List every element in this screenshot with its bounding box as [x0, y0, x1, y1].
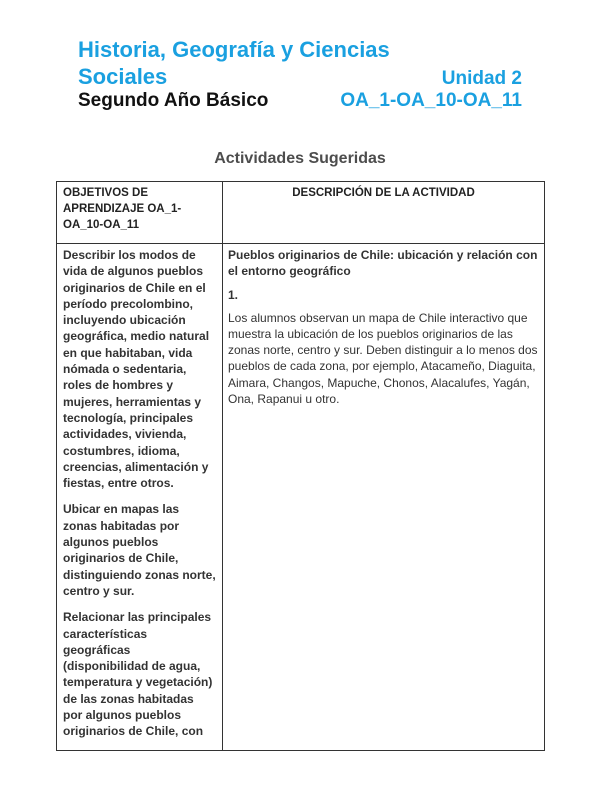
table-row — [57, 244, 545, 751]
objectives-header: OBJETIVOS DE APRENDIZAJE OA_1-OA_10-OA_11 — [57, 182, 223, 244]
subject-title-line1: Historia, Geografía y Ciencias — [78, 37, 390, 62]
activity-description — [223, 244, 544, 407]
objective-codes: OA_1-OA_10-OA_11 — [340, 90, 522, 111]
grade-row — [78, 90, 528, 114]
activity-text: Los alumnos observan un mapa de Chile interactivo que muestra la ubicación de los pueblos originarios de las zonas norte, centro y sur. Deben distinguir a lo menos dos pueblos de cada zona, por ejemplo, Atacameño, Diaguita, Aimara, Changos, Mapuche, Chonos, Alacalufes, Yagán, Ona, Rapanui u otro. — [228, 310, 538, 407]
objectives-list — [57, 247, 222, 740]
subject-title-line2: Sociales — [78, 64, 168, 89]
objective-item: Ubicar en mapas las zonas habitadas por algunos pueblos originarios de Chile, distinguiendo zonas norte, centro y sur. — [63, 502, 216, 598]
description-header: DESCRIPCIÓN DE LA ACTIVIDAD — [223, 182, 545, 244]
document-header — [78, 36, 528, 114]
section-title: Actividades Sugeridas — [214, 150, 386, 167]
grade-label: Segundo Año Básico — [78, 90, 269, 111]
unit-label: Unidad 2 — [441, 68, 522, 89]
activities-table — [56, 181, 545, 751]
objective-item: Relacionar las principales características geográficas (disponibilidad de agua, temperatura y vegetación) de las zonas habitadas por algunos pueblos originarios de Chile, con — [63, 610, 213, 739]
subject-title-row2 — [78, 63, 528, 90]
table-header-row — [57, 182, 545, 244]
description-cell — [223, 244, 545, 751]
activity-number: 1. — [228, 287, 239, 302]
activity-title: Pueblos originarios de Chile: ubicación y relación con el entorno geográfico — [228, 248, 538, 279]
objective-item: Describir los modos de vida de algunos pueblos originarios de Chile en el período precolombino, incluyendo ubicación geográfica, medio natural en que habitaban, vida nómada o sedentaria, roles de hombres y mujeres, herramientas y tecnología, principales actividades, vivienda, costumbres, idioma, creencias, alimentación y fiestas, entre otros. — [63, 248, 210, 491]
objectives-cell — [57, 244, 223, 751]
